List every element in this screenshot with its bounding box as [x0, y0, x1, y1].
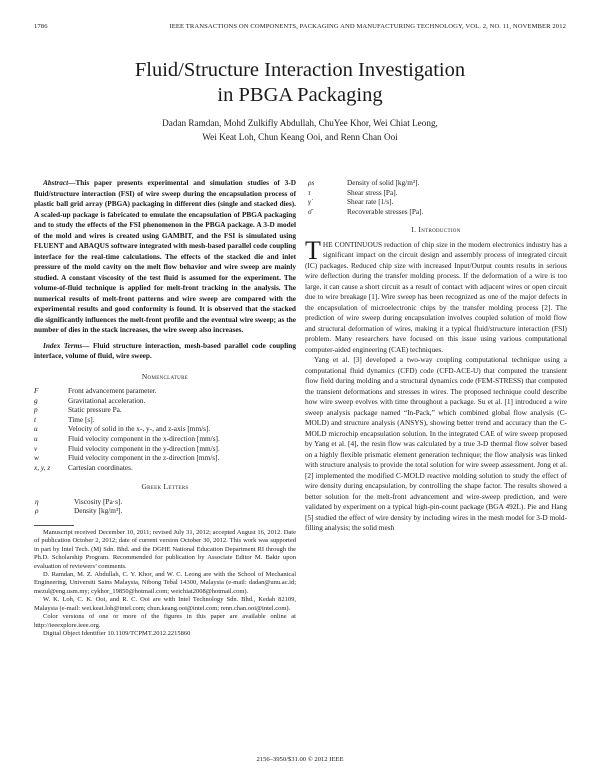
definition: Density [kg/m³].: [74, 506, 123, 516]
nomenclature-row: [34, 396, 296, 406]
lead-caps: HE CONTINUOUS: [322, 239, 383, 249]
symbol: τ: [308, 187, 311, 197]
index-terms: [34, 341, 296, 362]
title-line-1: Fluid/Structure Interaction Investigation: [134, 59, 466, 81]
nomenclature-row: [34, 434, 296, 444]
greek-letters-continued: [305, 178, 567, 216]
right-column: [305, 178, 567, 534]
symbol: F: [34, 386, 39, 395]
definition: Fluid velocity component in the z-direction [mm/s].: [68, 453, 220, 463]
page-number: 1786: [34, 23, 48, 30]
greek-letters-heading: Greek Letters: [141, 482, 189, 492]
introduction-paragraph-2: Yang et al. [3] developed a two-way coupling computational technique using a computational fluid dynamics (CFD) code (CFD-ACE-U) that computed the transient flow field during molding and a structural dynamics code (FEM-STRESS) that computed the transient deformations and stresses in wires. The proposed technique could describe how wire sweep evolves with time throughout a package. Su et al. [1] introduced a wire sweep analysis package named “In-Pack,” which combined global flow analysis (C-MOLD) and structure analysis (ANSYS), showing better trend and accuracy than the C-MOLD microchip encapsulation solution. In the integrated CAE of wire sweep proposed by Yang et al. [4], the resin flow was calculated by a true 3-D thermal flow solver based on a highly flexible prismatic element generation technique; the flow analysis was linked with structure analysis to provide the total solution for wire sweep assessment. Jong et al. [2] implemented the modified C-MOLD reactive molding solution to study the effect of wire density during encapsulation, by controlling the shape factor. The results showed a better solution for the melt-front advancement and wire-sweep prediction, and were validated by experiment on a typical high-pin-count package (BGA 492L). Pie and Hang [5] studied the effect of wire density by including wires in the mesh model for 3-D mold-filling analysis; the solid mesh: [305, 355, 567, 533]
index-terms-text: — Fluid structure interaction, mesh-based parallel code coupling interface, volume of fluid, wire sweep.: [34, 340, 296, 360]
introduction-body: [305, 235, 567, 534]
copyright-footer: 2156–3950/$31.00 © 2012 IEEE: [256, 756, 344, 763]
definition: Gravitational acceleration.: [68, 395, 146, 405]
definition: Velocity of solid in the x-, y-, and z-axis [mm/s].: [68, 424, 211, 434]
paper-title: [0, 58, 600, 108]
definition: Shear rate [1/s].: [347, 197, 394, 207]
symbol: ρ: [35, 506, 39, 516]
symbol: η: [35, 496, 39, 506]
nomenclature-row: [34, 453, 296, 463]
author-list: [0, 117, 600, 144]
definition: Density of solid [kg/m³].: [347, 178, 420, 187]
symbol: ρs: [308, 178, 315, 187]
symbol: t: [34, 414, 37, 424]
abstract-text: —This paper presents experimental and simulation studies of 3-D fluid/structure interaction (FSI) of wire sweep during the encapsulation process of plastic ball grid array (PBGA) packaging in different dies (single and stacked dies). A scaled-up package is fabricated to emulate the encapsulation of PBGA packaging and to study the effects of the FSI phenomenon in the PBGA package. A 3-D model of the mold and wires is created using GAMBIT, and the FSI is simulated using FLUENT and ABAQUS software integrated with mesh-based parallel code coupling interface for the real-time calculations. The effects of the stacked die and inlet pressure of the mold cavity on the melt flow behavior and wire sweep are mainly studied. A constant viscosity of the test fluid is assumed for the experiment. The volume-of-fluid technique is applied for melt-front tracking in the analysis. The numerical results of melt-front patterns and wire sweep are compared with the experimental results and good conformity is found. It is observed that the stacked die significantly influences the melt-front profile and the eventual wire sweep; as the number of dies in the stack increases, the wire sweep also increases.: [34, 178, 296, 334]
definition: Static pressure Pa.: [68, 405, 122, 415]
introduction-heading: I. Introduction: [411, 225, 461, 235]
footnote: W. K. Loh, C. K. Ooi, and R. C. Ooi are with Intel Technology Sdn. Bhd., Kedah 82109, Malaysia (e-mail: wei.keat.loh@intel.com; chun.keang.ooi@intel.com; renn.chan.ooi@intel.com).: [34, 596, 296, 612]
greek-letter-row: [34, 497, 296, 507]
definition: Recoverable stresses [Pa].: [347, 206, 424, 216]
symbol: u: [34, 433, 38, 443]
symbol: σ̄: [308, 206, 312, 216]
left-column: [34, 178, 296, 638]
greek-letter-row: [307, 188, 567, 198]
symbol: x, y, z: [34, 462, 51, 472]
journal-header: IEEE TRANSACTIONS ON COMPONENTS, PACKAGING AND MANUFACTURING TECHNOLOGY, VOL. 2, NO. 11, NOVEMBER 2012: [169, 23, 566, 30]
introduction-paragraph-1: [305, 235, 567, 356]
definition: Time [s].: [68, 414, 95, 424]
abstract-lead: Abstract: [43, 178, 69, 187]
abstract: [34, 178, 296, 336]
footnote-divider: [34, 525, 74, 526]
definition: Fluid velocity component in the x-direction [mm/s].: [68, 433, 220, 443]
nomenclature-row: [34, 405, 296, 415]
definition: Fluid velocity component in the y-direction [mm/s].: [68, 443, 220, 453]
greek-letter-row: [307, 178, 567, 188]
nomenclature-heading: Nomenclature: [141, 371, 189, 381]
nomenclature-row: [34, 444, 296, 454]
footnotes: [34, 529, 296, 638]
nomenclature-row: [34, 463, 296, 473]
nomenclature-row: [34, 415, 296, 425]
footnote: Manuscript received December 10, 2011; revised July 31, 2012; accepted August 16, 2012. Date of publication October 2, 2012; date of current version October 30, 2012. This work was supported in part by Intel Tech. (M) Sdn. Bhd. and the DGHE National Education Department RI through the Ph.D. Scholarship Program. Recommended for publication by Associate Editor M. Bakir upon evaluation of reviewers’ comments.: [34, 529, 296, 570]
footnote: D. Ramdan, M. Z. Abdullah, C. Y. Khor, and W. C. Leong are with the School of Mechanical Engineering, Universiti Sains Malaysia, Nibong Tebal 14300, Malaysia (e-mail: dadan@unu.ac.id; mezul@eng.usm.my; cykhor_19850@hotmail.com; weichiat2008@hotmail.com).: [34, 571, 296, 595]
greek-letter-row: [307, 197, 567, 207]
drop-cap: T: [305, 235, 321, 265]
greek-letters-list: [34, 497, 296, 516]
symbol: p: [34, 405, 38, 415]
authors-line-1: Dadan Ramdan, Mohd Zulkifly Abdullah, ChuYee Khor, Wei Chiat Leong,: [162, 118, 438, 128]
nomenclature-row: [34, 424, 296, 434]
authors-line-2: Wei Keat Loh, Chun Keang Ooi, and Renn Chan Ooi: [202, 131, 398, 142]
greek-letter-row: [307, 207, 567, 217]
symbol: γ̇: [308, 197, 311, 207]
definition: Viscosity [Pa·s].: [74, 496, 123, 506]
symbol: g⃗: [34, 395, 44, 405]
intro-p1-text: reduction of chip size in the modern electronics industry has a significant impact on the circuit design and assembly process of integrated circuit (IC) packages. Reduced chip size with increased Input/Output counts results in serious wire deflection during the transfer molding process. If the deformation of a wire is too large, it can cause a short circuit as a result of contact with adjacent wires or open circuit due to wire breakage [1]. Wire sweep has been recognized as one of the major defects in the encapsulation of microelectronic chips by the transfer molding process [2]. The prediction of wire sweep during encapsulation involves coupled solution of mold flow and structural deformation of wires, making it a typical fluid/structure interaction (FSI) problem. Many researchers have focused on this issue using various computational computer-aided engineering (CAE) techniques.: [305, 239, 567, 354]
symbol: w: [34, 453, 39, 463]
symbol: v: [34, 443, 38, 453]
definition: Front advancement parameter.: [68, 386, 157, 395]
definition: Shear stress [Pa].: [347, 187, 398, 197]
footnote: Digital Object Identifier 10.1109/TCPMT.2012.2215860: [43, 629, 191, 637]
nomenclature-list: [34, 386, 296, 472]
definition: Cartesian coordinates.: [68, 462, 133, 472]
symbol: u⃗: [34, 424, 44, 434]
index-terms-lead: Index Terms: [43, 340, 83, 350]
footnote: Color versions of one or more of the figures in this paper are available online at http://ieeexplore.ieee.org.: [34, 613, 296, 629]
greek-letter-row: [34, 506, 296, 516]
title-line-2: in PBGA Packaging: [217, 84, 383, 106]
nomenclature-row: [34, 386, 296, 396]
